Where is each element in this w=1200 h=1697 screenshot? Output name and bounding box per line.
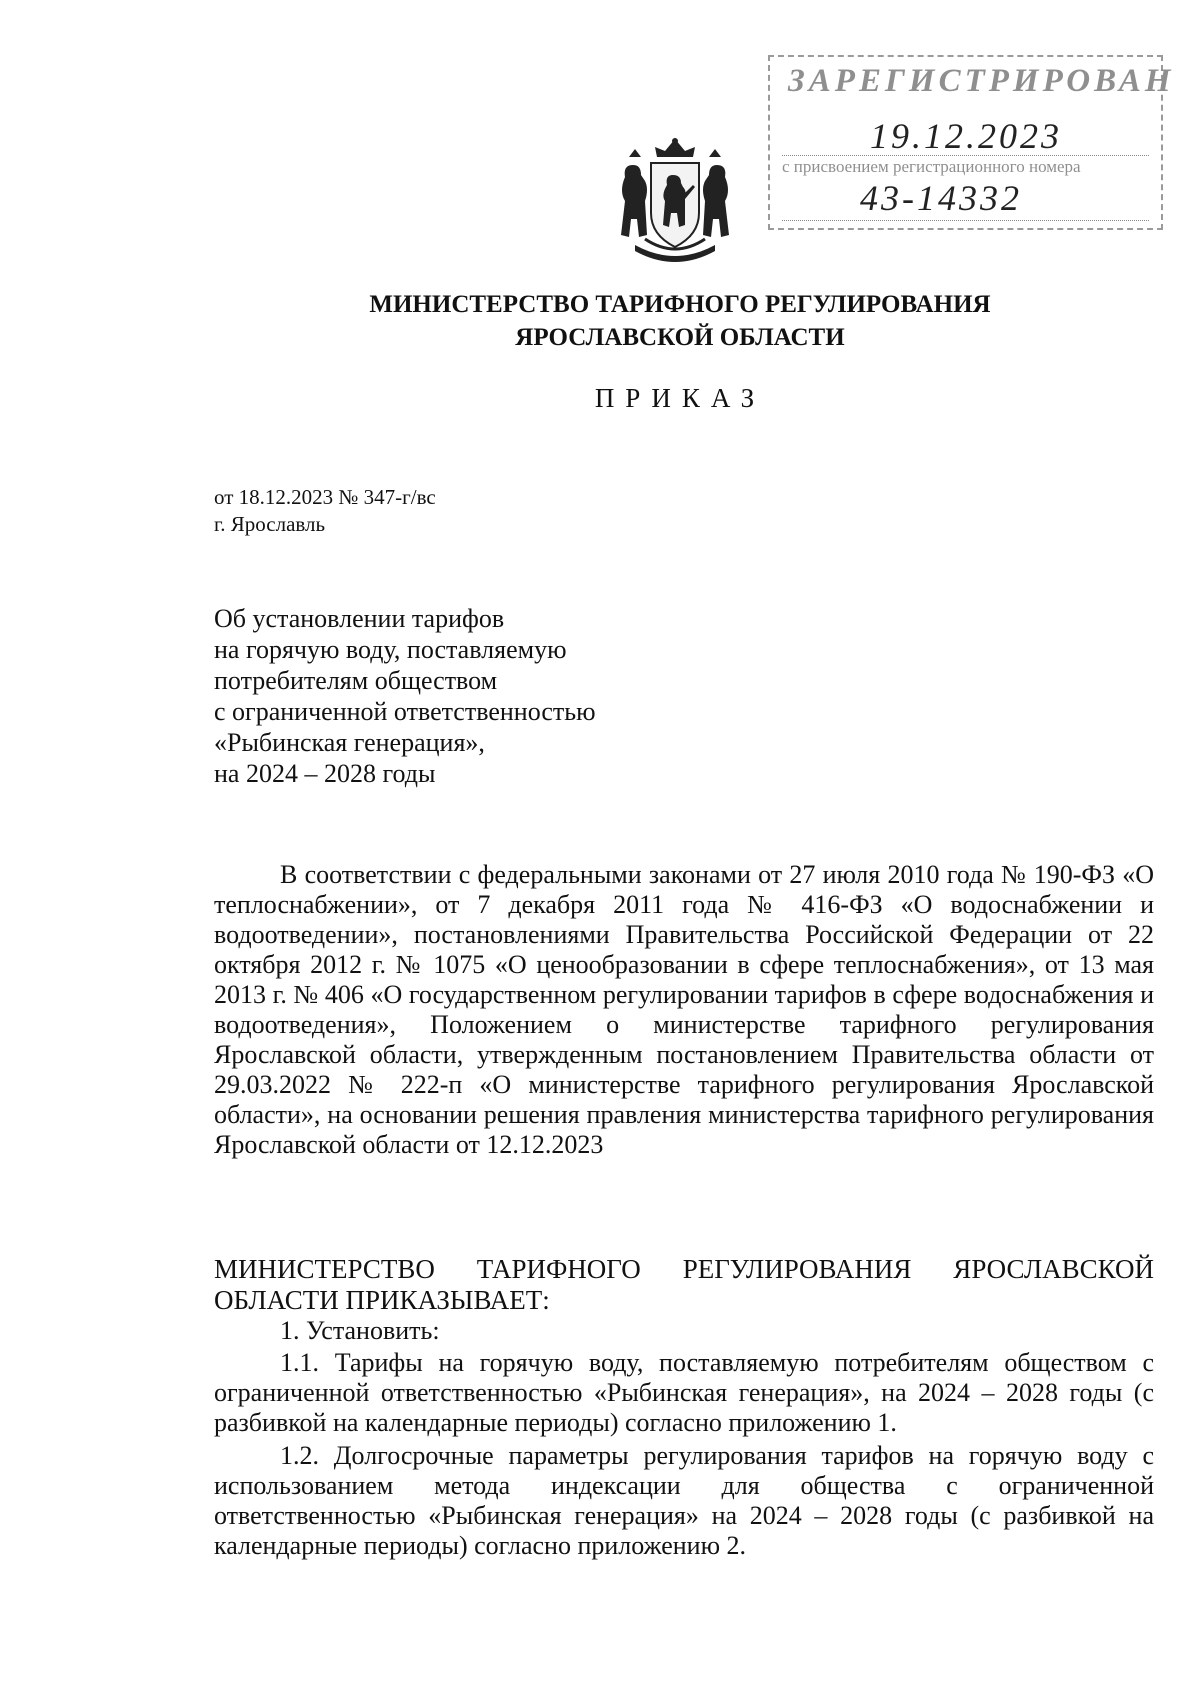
item-1-paragraph	[214, 1316, 1154, 1346]
ministry-title-line2: ЯРОСЛАВСКОЙ ОБЛАСТИ	[515, 324, 845, 351]
stamp-title: ЗАРЕГИСТРИРОВАН	[788, 63, 1175, 99]
registration-stamp	[768, 55, 1175, 230]
item-1-2-paragraph	[214, 1441, 1154, 1561]
ministry-orders-text: МИНИСТЕРСТВО ТАРИФНОГО РЕГУЛИРОВАНИЯ ЯРОСЛАВСКОЙ ОБЛАСТИ ПРИКАЗЫВАЕТ:	[214, 1254, 1154, 1315]
order-date-number: от 18.12.2023 № 347-г/вс	[214, 485, 436, 509]
order-city: г. Ярославль	[214, 512, 326, 536]
yaroslavl-coat-of-arms-icon	[615, 135, 735, 270]
item-1-text: 1. Установить:	[280, 1316, 440, 1345]
subject-line: с ограниченной ответственностью	[214, 697, 596, 726]
preamble-paragraph	[214, 860, 1154, 1160]
subject-line: Об установлении тарифов	[214, 604, 505, 633]
preamble-text: В соответствии с федеральными законами от 27 июля 2010 года № 190-ФЗ «О теплоснабжении», от 7 декабря 2011 года № 416-ФЗ «О водоснабжении и водоотведении», постановлениями Правительства Российской Федерации от 22 октября 2012 г. № 1075 «О ценообразовании в сфере теплоснабжения», от 13 мая 2013 г. № 406 «О государственном регулировании тарифов в сфере водоснабжения и водоотведения», Положением о министерстве тарифного регулирования Ярославской области, утвержденным постановлением Правительства области от 29.03.2022 № 222-п «О министерстве тарифного регулирования Ярославской области», на основании решения правления министерства тарифного регулирования Ярославской области от 12.12.2023	[214, 860, 1154, 1159]
ministry-orders-paragraph	[214, 1254, 1154, 1316]
subject-line: «Рыбинская генерация»,	[214, 728, 485, 757]
order-subject	[214, 603, 596, 789]
stamp-divider	[782, 155, 1149, 156]
subject-line: на 2024 – 2028 годы	[214, 759, 436, 788]
item-1-1-text: 1.1. Тарифы на горячую воду, поставляемую потребителям обществом с ограниченной ответственностью «Рыбинская генерация», на 2024 – 2028 годы (с разбивкой на календарные периоды) согласно приложению 1.	[214, 1348, 1154, 1437]
item-1-1-paragraph	[214, 1348, 1154, 1438]
subject-line: на горячую воду, поставляемую	[214, 635, 567, 664]
stamp-date: 19.12.2023	[870, 116, 1062, 156]
stamp-registration-number: 43-14332	[860, 178, 1022, 218]
item-1-2-text: 1.2. Долгосрочные параметры регулирования тарифов на горячую воду с использованием метода индексации для общества с ограниченной ответственностью «Рыбинская генерация» на 2024 – 2028 годы (с разбивкой на календарные периоды) согласно приложению 2.	[214, 1441, 1154, 1560]
subject-line: потребителям обществом	[214, 666, 498, 695]
stamp-divider	[782, 220, 1149, 221]
ministry-title-line1: МИНИСТЕРСТВО ТАРИФНОГО РЕГУЛИРОВАНИЯ	[369, 291, 991, 318]
stamp-caption: с присвоением регистрационного номера	[782, 157, 1081, 176]
document-type: ПРИКАЗ	[594, 383, 766, 413]
